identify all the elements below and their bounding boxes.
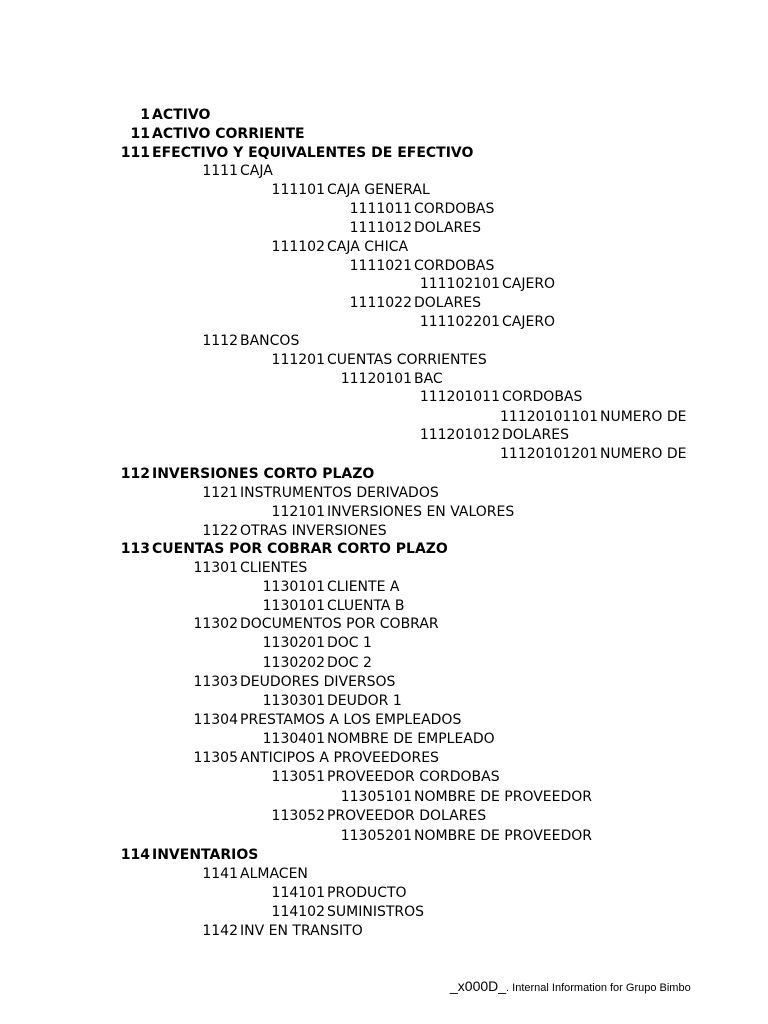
account-name: INVERSIONES EN VALORES — [327, 504, 515, 520]
account-code: 11120101101 — [500, 409, 598, 425]
account-code: 112101 — [271, 504, 325, 520]
account-row — [0, 408, 768, 427]
account-code: 113051 — [271, 769, 325, 785]
account-code: 1122 — [202, 523, 238, 539]
account-row — [0, 200, 768, 219]
account-row — [0, 313, 768, 332]
account-row — [0, 922, 768, 941]
account-row — [0, 445, 768, 464]
account-code: 112 — [120, 466, 150, 482]
account-row — [0, 484, 768, 503]
account-code: 111201012 — [419, 427, 500, 443]
account-name: NOMBRE DE PROVEEDOR — [414, 828, 593, 844]
account-name: SUMINISTROS — [327, 904, 425, 920]
account-code: 11120101 — [340, 371, 412, 387]
account-code: 111102101 — [419, 276, 500, 292]
account-name: PROVEEDOR CORDOBAS — [327, 769, 500, 785]
account-row — [0, 654, 768, 673]
account-row — [0, 275, 768, 294]
account-row — [0, 749, 768, 768]
account-code: 1142 — [202, 923, 238, 939]
account-name: NOMBRE DE PROVEEDOR — [414, 789, 593, 805]
footer-note — [450, 978, 691, 994]
account-row — [0, 615, 768, 634]
account-code: 1141 — [202, 866, 238, 882]
account-name: INSTRUMENTOS DERIVADOS — [240, 485, 439, 501]
account-row — [0, 692, 768, 711]
account-code: 11305201 — [340, 828, 412, 844]
account-code: 1130202 — [262, 655, 325, 671]
account-code: 111201011 — [419, 389, 500, 405]
account-row — [0, 597, 768, 616]
account-code: 1111011 — [349, 201, 412, 217]
account-row — [0, 181, 768, 200]
account-code: 114102 — [271, 904, 325, 920]
account-code: 1130201 — [262, 635, 325, 651]
account-code: 11120101201 — [500, 446, 598, 462]
account-name: CORDOBAS — [414, 258, 495, 274]
account-row — [0, 294, 768, 313]
account-name: DOLARES — [414, 295, 481, 311]
account-name: CLIENTES — [240, 560, 308, 576]
account-code: 111 — [120, 145, 150, 161]
account-row — [0, 388, 768, 407]
account-code: 1130101 — [262, 598, 325, 614]
account-name: INV EN TRANSITO — [240, 923, 363, 939]
account-row — [0, 807, 768, 826]
account-code: 113 — [120, 541, 150, 557]
account-code: 114101 — [271, 885, 325, 901]
footer-text: . Internal Information for Grupo Bimbo — [506, 982, 691, 994]
account-name: BANCOS — [240, 333, 300, 349]
account-code: 11304 — [193, 712, 238, 728]
account-name: CAJA — [240, 163, 273, 179]
account-name: NUMERO DE — [600, 446, 687, 462]
account-row — [0, 730, 768, 749]
account-row — [0, 503, 768, 522]
footer-marker: _x000D_ — [450, 978, 507, 994]
account-name: DOCUMENTOS POR COBRAR — [240, 616, 439, 632]
account-row — [0, 578, 768, 597]
account-name: CORDOBAS — [502, 389, 583, 405]
account-row — [0, 522, 768, 541]
account-name: ACTIVO CORRIENTE — [152, 126, 305, 142]
account-code: 11301 — [193, 560, 238, 576]
account-name: NUMERO DE — [600, 409, 687, 425]
account-name: CAJERO — [502, 314, 556, 330]
account-name: INVERSIONES CORTO PLAZO — [152, 466, 375, 482]
account-code: 11305101 — [340, 789, 412, 805]
account-name: DOC 1 — [327, 635, 372, 651]
account-code: 1111012 — [349, 220, 412, 236]
account-name: CUENTAS CORRIENTES — [327, 352, 487, 368]
account-row — [0, 219, 768, 238]
account-code: 1130301 — [262, 693, 325, 709]
account-row — [0, 144, 768, 163]
account-name: CAJA GENERAL — [327, 182, 430, 198]
account-code: 114 — [120, 847, 150, 863]
account-code: 111201 — [271, 352, 325, 368]
account-code: 11305 — [193, 750, 238, 766]
account-name: EFECTIVO Y EQUIVALENTES DE EFECTIVO — [152, 145, 474, 161]
account-name: DOLARES — [414, 220, 481, 236]
account-row — [0, 634, 768, 653]
account-row — [0, 162, 768, 181]
account-row — [0, 768, 768, 787]
account-row — [0, 351, 768, 370]
account-code: 1121 — [202, 485, 238, 501]
account-name: CLUENTA B — [327, 598, 405, 614]
account-name: DEUDORES DIVERSOS — [240, 674, 396, 690]
account-code: 11302 — [193, 616, 238, 632]
account-row — [0, 559, 768, 578]
account-row — [0, 540, 768, 559]
account-name: PROVEEDOR DOLARES — [327, 808, 487, 824]
account-name: CUENTAS POR COBRAR CORTO PLAZO — [152, 541, 448, 557]
account-code: 111102201 — [419, 314, 500, 330]
account-code: 11 — [130, 126, 150, 142]
account-name: DOC 2 — [327, 655, 372, 671]
account-name: DOLARES — [502, 427, 569, 443]
account-row — [0, 106, 768, 125]
account-name: CLIENTE A — [327, 579, 400, 595]
account-name: PRESTAMOS A LOS EMPLEADOS — [240, 712, 462, 728]
account-code: 1112 — [202, 333, 238, 349]
account-code: 11303 — [193, 674, 238, 690]
account-row — [0, 426, 768, 445]
account-code: 1111 — [202, 163, 238, 179]
account-row — [0, 903, 768, 922]
account-row — [0, 827, 768, 846]
account-row — [0, 125, 768, 144]
account-row — [0, 846, 768, 865]
account-code: 1111021 — [349, 258, 412, 274]
account-code: 111102 — [271, 239, 325, 255]
account-code: 111101 — [271, 182, 325, 198]
account-name: ALMACEN — [240, 866, 308, 882]
account-code: 1111022 — [349, 295, 412, 311]
account-row — [0, 257, 768, 276]
account-row — [0, 370, 768, 389]
account-row — [0, 238, 768, 257]
account-name: CAJA CHICA — [327, 239, 409, 255]
account-name: PRODUCTO — [327, 885, 407, 901]
account-code: 1130101 — [262, 579, 325, 595]
account-name: ANTICIPOS A PROVEEDORES — [240, 750, 439, 766]
account-row — [0, 465, 768, 484]
account-name: NOMBRE DE EMPLEADO — [327, 731, 495, 747]
account-name: INVENTARIOS — [152, 847, 259, 863]
account-name: OTRAS INVERSIONES — [240, 523, 387, 539]
account-code: 1 — [140, 107, 150, 123]
account-row — [0, 673, 768, 692]
account-row — [0, 332, 768, 351]
account-row — [0, 788, 768, 807]
account-row — [0, 884, 768, 903]
account-name: BAC — [414, 371, 443, 387]
account-name: CORDOBAS — [414, 201, 495, 217]
account-row — [0, 711, 768, 730]
account-name: ACTIVO — [152, 107, 211, 123]
account-code: 1130401 — [262, 731, 325, 747]
account-name: CAJERO — [502, 276, 556, 292]
account-row — [0, 865, 768, 884]
account-code: 113052 — [271, 808, 325, 824]
account-name: DEUDOR 1 — [327, 693, 402, 709]
